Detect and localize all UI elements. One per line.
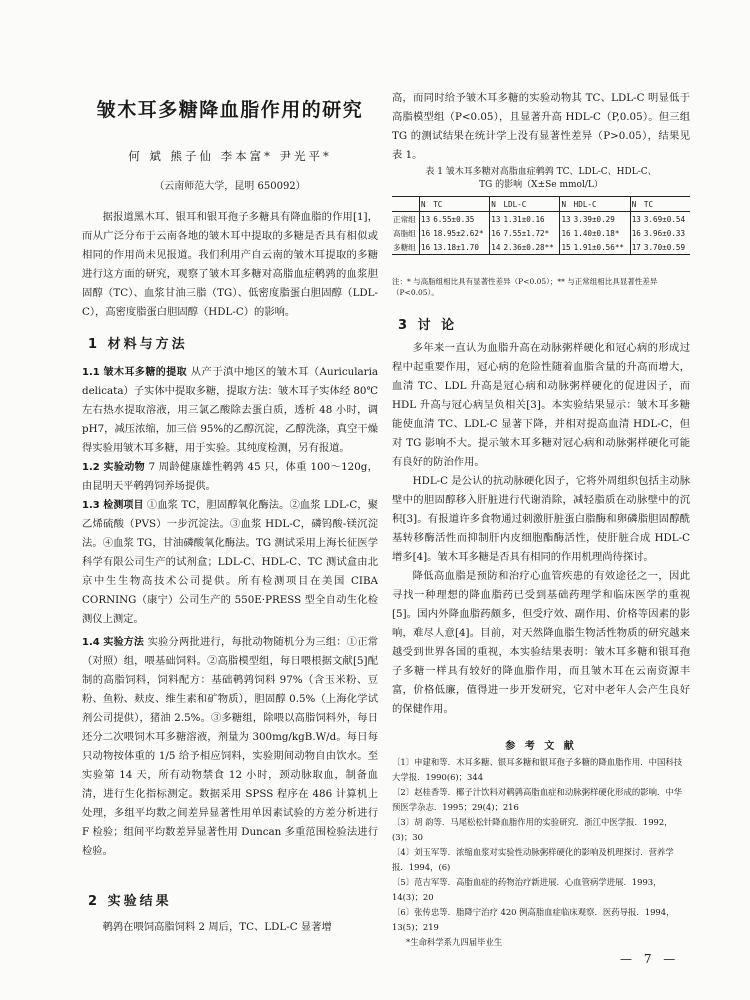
table-cell: 正常组: [393, 214, 416, 224]
article-authors: 何 斌 熊子仙 李本富* 尹光平*: [128, 149, 332, 163]
table-cell: 15: [560, 240, 573, 255]
section-1-4-heading: 1.4 实验方法: [82, 637, 145, 648]
table-cell: 多糖组: [393, 242, 416, 252]
table-cell: 13.18±1.70: [433, 242, 479, 252]
discussion-paragraph-2: HDL-C 是公认的抗动脉硬化因子，它将外周组织包括主动脉壁中的胆固醇移入肝脏进行代谢消除，减轻脂质在动脉壁中的沉积[3]。有报道许多食物通过刺激肝脏蛋白脂酶和卵磷脂胆固醇酰基转移酶活性而抑制肝内皮细胞酯酶活性，使肝脏合成 HDL-C 增多[4]。皱木耳多糖是否具有相同的作用机理尚待探讨。: [392, 475, 690, 563]
abstract-block: [82, 208, 378, 322]
table1-header-cell: LDL-C: [503, 199, 527, 209]
section2-heading: 2 实验结果: [88, 894, 172, 909]
table-cell: 7.55±1.72*: [503, 228, 550, 238]
table-cell: 16: [630, 226, 643, 240]
table-row: [392, 212, 690, 227]
table-row: [392, 226, 690, 240]
section3-heading: 3 讨 论: [398, 318, 458, 333]
references-list: [392, 755, 690, 950]
table-cell: 6.55±0.35: [433, 214, 475, 224]
article-title: 皱木耳多糖降血脂作用的研究: [96, 99, 364, 121]
table-row: [392, 240, 690, 255]
reference-item: 〔2〕赵桂香等．椰子汁饮料对鹌鹑高脂血症和动脉粥样硬化形成的影响．中华预医学杂志．1995；29(4)；216: [392, 787, 683, 812]
table-cell: 16: [560, 226, 573, 240]
page-number: — 7 —: [620, 952, 680, 966]
reference-item: 〔1〕申建和等．木耳多糖、银耳多糖和银耳孢子多糖的降血脂作用．中国科技大学报．1990(6)；344: [392, 757, 683, 782]
references-title: 参 考 文 献: [505, 741, 577, 752]
table1: [392, 196, 690, 255]
section-1-1-paragraph: [82, 363, 378, 458]
section-1-3-heading: 1.3 检测项目: [82, 500, 144, 511]
table-cell: 18.95±2.62*: [433, 228, 484, 238]
table1-header-cell: [392, 197, 420, 212]
section-1-4-paragraph: [82, 633, 378, 861]
table-cell: 14: [490, 240, 503, 255]
table1-header-cell: HDL-C: [573, 199, 597, 209]
reference-item: 〔6〕张传忠等．脂降宁治疗 420 例高脂血症临床观察．医药导报．1994，13(5)；219: [392, 907, 675, 932]
table1-header-cell: N: [630, 197, 643, 212]
table-cell: 3.69±0.54: [643, 214, 686, 224]
table-cell: 3.39±0.29: [573, 214, 615, 224]
table1-header-cell: TC: [433, 199, 443, 209]
author-footnote: *生命科学系九四届毕业生: [406, 937, 503, 947]
table1-header-row: [392, 197, 690, 212]
table1-note: 注：* 与高脂组相比具有显著性差异（P<0.05）；** 与正常组相比具显著性差异（P<0.05）。: [392, 277, 658, 297]
table-cell: 高脂组: [393, 228, 416, 238]
section2-text-left: 鹌鹑在喂饲高脂饲料 2 周后，TC、LDL-C 显著增: [102, 921, 332, 933]
article-affiliation: （云南师范大学，昆明 650092）: [154, 181, 306, 192]
section2-text-right: 高，而同时给予皱木耳多糖的实验动物其 TC、LDL-C 明显低于高脂模型组（P<0.05），且显著升高 HDL-C（P,0.05）。但三组 TG 的测试结果在统计学上没有显著性差异（P>0.05），结果见表 1。: [392, 92, 690, 161]
section-1-3-text: ①血浆 TC，胆固醇氧化酶法。②血浆 LDL-C，聚乙烯硫酸（PVS）一步沉淀法。③血浆 HDL-C，磷钨酸-镁沉淀法。④血浆 TG，甘油磷酸氧化酶法。TG 测试采用上海长征医学科学有限公司生产的试剂盒；LDL-C、HDL-C、TC 测试盒由北京中生生物高技术公司提供。所有检测项目在美国 CIBA CORNING（康宁）公司生产的 550E·PRESS 型全自动生化检测仪上测定。: [82, 499, 378, 625]
discussion-paragraph-3: 降低高血脂是预防和治疗心血管疾患的有效途径之一，因此寻找一种理想的降血脂药已受到基础药理学和临床医学的重视[5]。国内外降血脂药颇多，但受疗效、副作用、价格等因素的影响，难尽人意[4]。目前，对天然降血脂生物活性物质的研究越来越受到世界各国的重视，本实验结果表明：皱木耳多糖和银耳孢子多糖一样具有较好的降血脂作用，而且皱木耳在云南资源丰富，价格低廉，值得进一步开发研究，它对中老年人会产生良好的保健作用。: [392, 570, 690, 715]
section1-body: [82, 363, 378, 861]
section3-body: [392, 339, 690, 719]
table1-caption: [392, 166, 690, 192]
table-cell: 3.70±0.59: [643, 242, 686, 252]
section2-right-text-block: [392, 89, 690, 165]
section-1-1-text: 从产于滇中地区的皱木耳（Auricularia delicata）子实体中提取多糖，提取方法：皱木耳子实体经 80℃左右热水提取溶液，用三氯乙酸除去蛋白质，透析 48 小时，调 pH7，减压浓缩，加三倍 95%的乙醇沉淀，乙醇洗涤，真空干燥得实验用皱木耳多糖，用于实验。其纯度检测，另有报道。: [82, 366, 379, 454]
table1-caption-line1: 表 1 皱木耳多糖对高脂血症鹌鹑 TC、LDL-C、HDL-C、: [425, 167, 657, 177]
section-1-2-heading: 1.2 实验动物: [82, 462, 145, 473]
section-1-1-heading: 1.1 皱木耳多糖的提取: [82, 367, 188, 378]
table1-header-cell: N: [420, 197, 433, 212]
section1-heading: 1 材料与方法: [88, 337, 188, 352]
section2-left-text-block: [82, 918, 378, 937]
table-cell: 3.96±0.33: [643, 228, 686, 238]
table-cell: 16: [420, 226, 433, 240]
table-cell: 13: [560, 212, 573, 227]
abstract-text: 据报道黑木耳、银耳和银耳孢子多糖具有降血脂的作用[1]，而从广泛分布于云南各地的皱木耳中提取的多糖是否具有相似或相同的作用尚未见报道。我们利用产自云南的皱木耳提取的多糖进行这方面的研究，观察了皱木耳多糖对高脂血症鹌鹑的血浆胆固醇（TC）、血浆甘油三脂（TG）、低密度脂蛋白胆固醇（LDL-C），高密度脂蛋白胆固醇（HDL-C）的影响。: [82, 211, 378, 318]
table-cell: 13: [420, 212, 433, 227]
table-cell: 1.40±0.18*: [573, 228, 620, 238]
table1-header-cell: N: [560, 197, 573, 212]
table-cell: 13: [630, 212, 643, 227]
table-cell: 1.91±0.56**: [573, 242, 624, 252]
table-cell: 16: [490, 226, 503, 240]
table-cell: 16: [420, 240, 433, 255]
table-cell: 2.36±0.28**: [503, 242, 554, 252]
table1-header-cell: TC: [643, 199, 654, 209]
table1-header-cell: N: [490, 197, 503, 212]
reference-item: 〔5〕范吉军等．高脂血症的药物治疗新进展．心血管病学进展．1993，14(3)；20: [392, 877, 662, 902]
section-1-4-text: 实验分两批进行，每批动物随机分为三组：①正常（对照）组，喂基础饲料。②高脂模型组，每日喂根据文献[5]配制的高脂饲料，饲料配方：基础鹌鹑饲料 97%（含玉米粉、豆粉、鱼粉、麸皮、维生素和矿物质），胆固醇 0.5%（上海化学试剂公司提供），猪油 2.5%。③多糖组，除喂以高脂饲料外，每日还分二次喂饲木耳多糖溶液，剂量为 300mg/kgB.W/d。每日每只动物按体重的 1/5 给予相应饲料，实验期间动物自由饮水。至实验第 14 天，所有动物禁食 12 小时，颈动脉取血，制备血清，进行生化指标测定。数据采用 SPSS 程序在 486 计算机上处理，多组平均数之间差异显著性用单因素试验的方差分析进行 F 检验；组间平均数差异显著性用 Duncan 多重范围检验法进行检验。: [82, 636, 379, 857]
table-cell: 13: [490, 212, 503, 227]
table-cell: 1.31±0.16: [503, 214, 545, 224]
section-1-2-paragraph: [82, 458, 378, 496]
table-cell: 17: [630, 240, 643, 255]
table1-caption-line2: TG 的影响（X±Se mmol/L）: [479, 180, 603, 190]
reference-item: 〔3〕胡 韵等．马尾松松针降血脂作用的实验研究．浙江中医学报．1992，(3)；30: [392, 817, 673, 842]
discussion-paragraph-1: 多年来一直认为血脂升高在动脉粥样硬化和冠心病的形成过程中起重要作用，冠心病的危险性随着血脂含量的升高而增大，血清 TC、LDL 升高是冠心病和动脉粥样硬化的促进因子，而 HDL 升高与冠心病呈负相关[3]。本实验结果显示：皱木耳多糖能使血清 TC、LDL-C 显著下降，并相对提高血清 HDL-C，但对 TG 影响不大。提示皱木耳多糖对冠心病和动脉粥样硬化可能有良好的防治作用。: [392, 342, 690, 468]
reference-item: 〔4〕刘玉军等．浓缩血浆对实验性动脉粥样硬化的影响及机理探讨．营养学报．1994，(6): [392, 847, 674, 872]
section-1-3-paragraph: [82, 496, 378, 629]
section-1-2-text: 7 周龄健康雄性鹌鹑 45 只，体重 100～120g，由昆明天平鹌鹑饲养场提供。: [82, 461, 378, 492]
